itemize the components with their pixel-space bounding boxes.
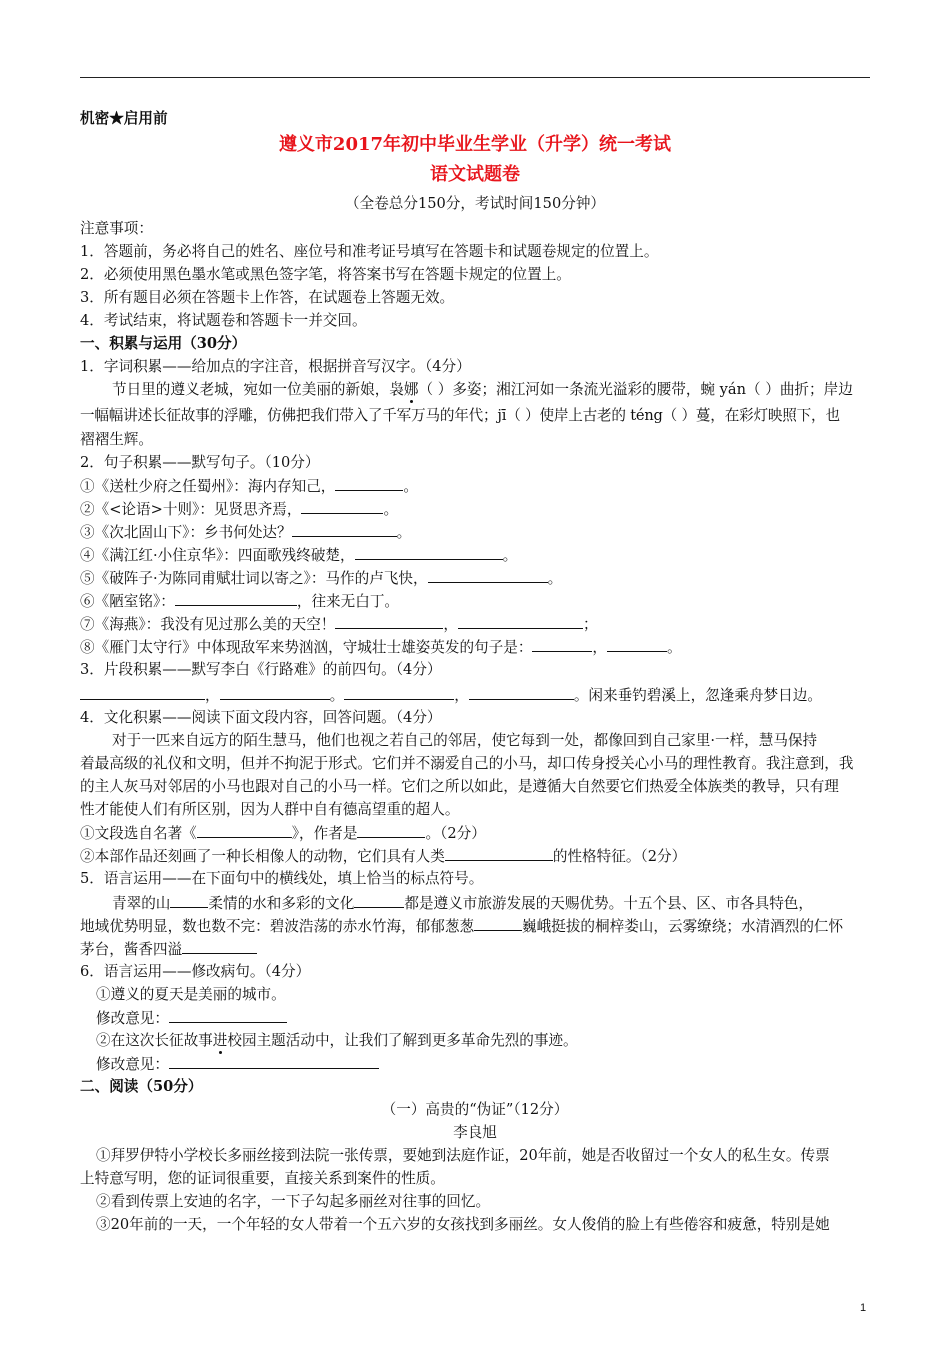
emphasis-dot-char: 进 [212,1032,228,1049]
exam-info: （全卷总分150分，考试时间150分钟） [344,195,606,212]
q1-text-line: 一幅幅讲述长征故事的浮雕，仿佛把我们带入了千军万马的年代；jī（ ）使岸上古老的 téng（ ）蔓，在彩灯映照下，也 [80,407,840,424]
answer-blank [355,545,503,560]
q4-subquestion: ①文段选自名著《 》，作者是 。（2分） [80,825,486,842]
q6-fix-line: 修改意见： [96,1008,886,1029]
q4-passage-line: 对于一匹来自远方的陌生慧马，他们也视之若自己的邻居，使它每到一处，都像回到自己家里·一样，慧马保持 [112,732,818,749]
reading-section-title: （一）高贵的“伪证”（12分） [381,1101,569,1118]
answer-blank [175,591,297,606]
reading-paragraph-line: ②看到传票上安迪的名字，一下子勾起多丽丝对往事的回忆。 [96,1193,491,1210]
reading-author: 李良旭 [453,1124,497,1141]
note-item: 4．考试结束，将试题卷和答题卡一并交回。 [80,312,367,329]
q2-item: ②《<论语>十则》：见贤思齐焉， 。 [80,501,399,518]
answer-blank [532,637,592,652]
page-number: 1 [860,1302,867,1314]
q5-text-line: 青翠的山 柔情的水和多彩的文化 都是遵义市旅游发展的天赐优势。十五个县、区、市各具特色， [112,895,813,912]
q4-passage-line: 性才能使人们有所区别，因为人群中自有德高望重的超人。 [80,801,460,818]
q1-text-line: 节日里的遵义老城，宛如一位美丽的新娘，袅娜（ ）多姿；湘江河如一条流光溢彩的腰带，蜿 yán（ ）曲折；岸边 [112,381,853,398]
answer-blank [197,823,292,838]
answer-blank [445,846,553,861]
exam-title: 遵义市2017年初中毕业生学业（升学）统一考试 [278,134,672,155]
answer-blank [428,568,548,583]
q2-item: ③《次北固山下》：乡书何处达？ 。 [80,524,412,541]
answer-blank [169,1054,379,1069]
q6-stem: 6．语言运用——修改病句。（4分） [80,963,311,980]
answer-blank [607,637,667,652]
answer-blank [80,685,205,700]
q2-item: ⑤《破阵子·为陈同甫赋壮词以寄之》：马作的卢飞快， 。 [80,570,563,587]
exam-subtitle: 语文试题卷 [430,164,520,185]
answer-blank [169,1008,287,1023]
q2-item: ⑦《海燕》：我没有见过那么美的天空！ ， ； [80,616,598,633]
answer-blank [357,823,425,838]
q1-text-line: 褶褶生辉。 [80,431,153,448]
q2-item: ④《满江红·小住京华》：四面歌残终破楚， 。 [80,547,518,564]
q5-text-line: 地域优势明显，数也数不完：碧波浩荡的赤水竹海，郁郁葱葱 巍峨挺拔的桐梓娄山，云雾缭绕；水清酒烈的仁怀 [80,918,844,935]
reading-paragraph-line: 上特意写明，您的证词很重要，直接关系到案件的性质。 [80,1170,445,1187]
q5-text-line: 茅台，酱香四溢 [80,939,870,960]
emphasis-dot-char: 娜 [403,381,419,398]
secret-label: 机密★启用前 [80,110,168,127]
part1-heading: 一、积累与运用（30分） [80,335,247,352]
answer-blank [335,476,403,491]
q4-subquestion: ②本部作品还刻画了一种长相像人的动物，它们具有人类 的性格特征。（2分） [80,848,687,865]
q6-sentence: ①遵义的夏天是美丽的城市。 [96,986,286,1003]
answer-blank [292,522,397,537]
header-rule [80,77,870,78]
q4-passage-line: 着最高级的礼仪和文明，但并不拘泥于形式。它们并不溺爱自己的小马，却口传身授关心小马的理性教育。我注意到，我 [80,755,854,772]
answer-blank [344,685,454,700]
q4-stem: 4．文化积累——阅读下面文段内容，回答问题。（4分） [80,709,442,726]
answer-blank [170,893,208,908]
note-item: 1．答题前，务必将自己的姓名、座位号和准考证号填写在答题卡和试题卷规定的位置上。 [80,243,659,260]
answer-blank [301,499,383,514]
answer-blank [474,916,522,931]
q3-stem: 3．片段积累——默写李白《行路难》的前四句。（4分） [80,661,442,678]
reading-paragraph-line: ①拜罗伊特小学校长多丽丝接到法院一张传票，要她到法庭作证，20年前，她是否收留过一个女人的私生女。传票 [96,1147,830,1164]
q2-item: ①《送杜少府之任蜀州》：海内存知己， 。 [80,478,418,495]
q6-sentence: ②在这次长征故事进校园主题活动中，让我们了解到更多革命先烈的事迹。 [96,1032,578,1049]
answer-blank [182,939,257,954]
answer-blank [458,614,583,629]
q6-fix-line: 修改意见： [96,1054,886,1075]
q4-passage-line: 的主人灰马对邻居的小马也跟对自己的小马一样。它们之所以如此，是遵循大自然要它们热爱全体族类的教导，只有理 [80,778,839,795]
note-item: 3．所有题目必须在答题卡上作答，在试题卷上答题无效。 [80,289,455,306]
answer-blank [469,685,574,700]
answer-blank [335,614,443,629]
note-item: 2．必须使用黑色墨水笔或黑色签字笔，将答案书写在答题卡规定的位置上。 [80,266,571,283]
q2-stem: 2．句子积累——默写句子。（10分） [80,454,320,471]
q2-item: ⑥《陋室铭》： ，往来无白丁。 [80,593,400,610]
answer-blank [220,685,330,700]
q3-answer-line: ， 。 ， 。闲来垂钓碧溪上，忽逢乘舟梦日边。 [80,685,870,706]
answer-blank [354,893,404,908]
q5-stem: 5．语言运用——在下面句中的横线处，填上恰当的标点符号。 [80,870,484,887]
reading-paragraph-line: ③20年前的一天，一个年轻的女人带着一个五六岁的女孩找到多丽丝。女人俊俏的脸上有些倦容和疲惫，特别是她 [96,1216,830,1233]
part2-heading: 二、阅读（50分） [80,1078,203,1095]
q2-item: ⑧《雁门太守行》中体现敌军来势汹汹，守城壮士雄姿英发的句子是： ， 。 [80,639,682,656]
q1-stem: 1．字词积累——给加点的字注音，根据拼音写汉字。（4分） [80,358,471,375]
notes-heading: 注意事项： [80,220,153,237]
